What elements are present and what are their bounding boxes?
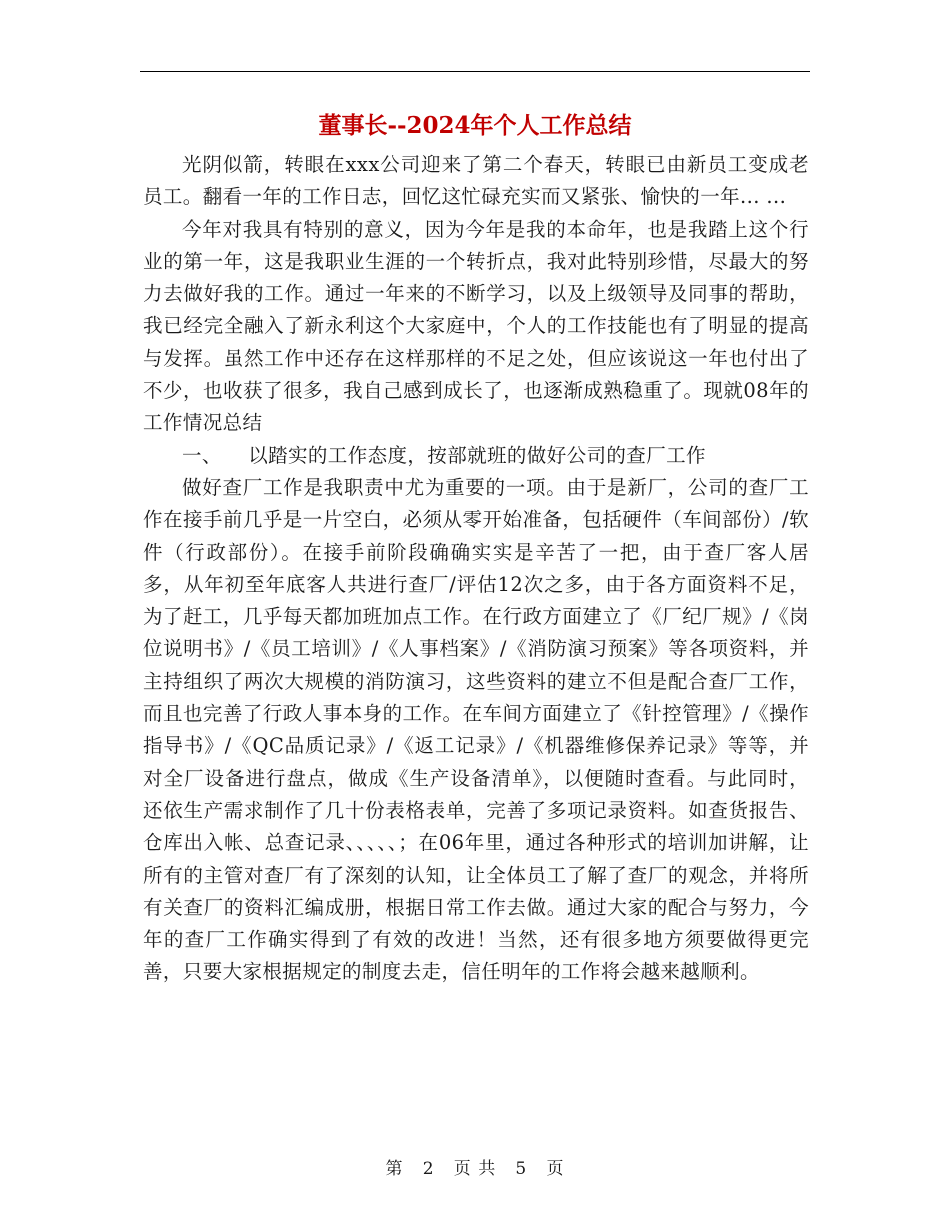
footer-page-mid: 页 共 <box>453 1159 497 1179</box>
paragraph-overview: 今年对我具有特别的意义，因为今年是我的本命年，也是我踏上这个行业的第一年，这是我职业生涯的一个转折点，我对此特别珍惜，尽最大的努力去做好我的工作。通过一年来的不断学习，以及上级领导及同事的帮助，我已经完全融入了新永利这个大家庭中，个人的工作技能也有了明显的提高与发挥。虽然工作中还存在这样那样的不足之处，但应该说这一年也付出了不少，也收获了很多，我自己感到成长了，也逐渐成熟稳重了。现就08年的工作情况总结 <box>143 217 809 435</box>
footer-total-pages: 5 <box>515 1159 528 1179</box>
footer-page-prefix: 第 <box>385 1159 404 1179</box>
document-title: 董事长--2024年个人工作总结 <box>318 112 632 139</box>
section-heading-1: 一、 以踏实的工作态度，按部就班的做好公司的查厂工作 <box>182 443 706 467</box>
document-body <box>143 149 809 989</box>
paragraph-inspection-work: 做好查厂工作是我职责中尤为重要的一项。由于是新厂，公司的查厂工作在接手前几乎是一片空白，必须从零开始准备，包括硬件（车间部份）/软件（行政部份）。在接手前阶段确确实实是辛苦了一把，由于查厂客人居多，从年初至年底客人共进行查厂/评估12次之多，由于各方面资料不足，为了赶工，几乎每天都加班加点工作。在行政方面建立了《厂纪厂规》/《岗位说明书》/《员工培训》/《人事档案》/《消防演习预案》等各项资料，并主持组织了两次大规模的消防演习，这些资料的建立不但是配合查厂工作，而且也完善了行政人事本身的工作。在车间方面建立了《针控管理》/《操作指导书》/《QC品质记录》/《返工记录》/《机器维修保养记录》等等，并对全厂设备进行盘点，做成《生产设备清单》，以便随时查看。与此同时，还依生产需求制作了几十份表格表单，完善了多项记录资料。如查货报告、仓库出入帐、总查记录、、、、、；在06年里，通过各种形式的培训加讲解，让所有的主管对查厂有了深刻的认知，让全体员工了解了查厂的观念，并将所有关查厂的资料汇编成册，根据日常工作去做。通过大家的配合与努力，今年的查厂工作确实得到了有效的改进！当然，还有很多地方须要做得更完善，只要大家根据规定的制度去走，信任明年的工作将会越来越顺利。 <box>143 475 809 984</box>
footer-page-suffix: 页 <box>546 1159 565 1179</box>
footer-current-page: 2 <box>422 1159 435 1179</box>
header-rule <box>140 71 810 72</box>
page-footer <box>0 1154 950 1179</box>
paragraph-intro: 光阴似箭，转眼在xxx公司迎来了第二个春天，转眼已由新员工变成老员工。翻看一年的工作日志，回忆这忙碌充实而又紧张、愉快的一年... ... <box>143 153 809 209</box>
